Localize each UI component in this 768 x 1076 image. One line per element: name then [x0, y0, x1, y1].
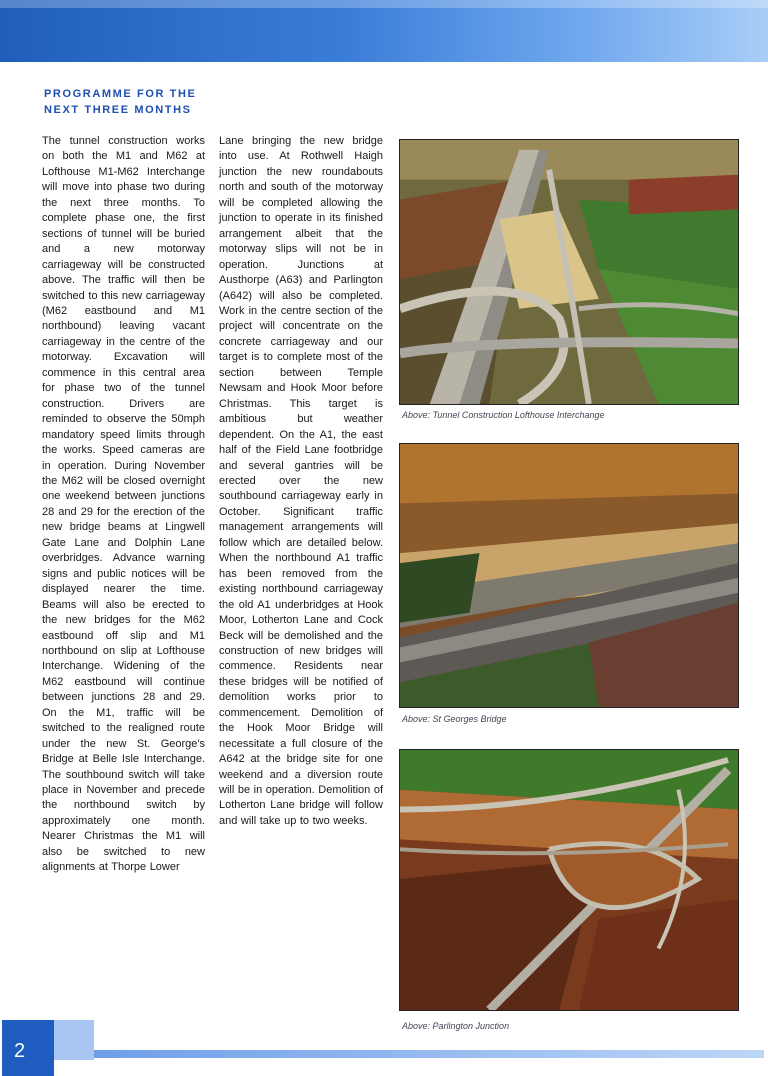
- heading-line-1: PROGRAMME FOR THE: [44, 88, 197, 100]
- photo-lofthouse-interchange: [399, 139, 739, 405]
- text-column-1: [42, 134, 205, 876]
- section-heading: [44, 86, 244, 118]
- caption-photo-3: Above: Parlington Junction: [402, 1021, 510, 1031]
- caption-photo-1: Above: Tunnel Construction Lofthouse Interchange: [402, 410, 605, 420]
- aerial-image-2: [400, 444, 738, 707]
- text-column-2: [219, 134, 383, 829]
- column-2-text: Lane bringing the new bridge into use. At Rothwell Haigh junction the new roundabouts north and south of the motorway will be completed allowing the junction to operate in its finished arrangement albeit that the motorway slips will not be in operation. Junctions at Austhorpe (A63) and Parlington (A642) will also be completed. Work in the centre section of the project will concentrate on the concrete carriageway and our target is to complete most of the section between Temple Newsam and Hook Moor before Christmas. This target is ambitious but weather dependent. On the A1, the east half of the Field Lane footbridge and several gantries will be erected over the new southbound carriageway early in October. Significant traffic management arrangements will follow which are detailed below. When the northbound A1 traffic has been removed from the existing northbound carriageway the old A1 underbridges at Hook Moor, Lotherton Lane and Cock Beck will be demolished and the construction of new bridges will commence. Residents near these bridges will be notified of demolition works prior to commencement. Demolition of the Hook Moor Bridge will necessitate a full closure of the A642 at the bridge site for one weekend and a diversion route will be in operation. Demolition of Lotherton Lane bridge will follow and will take up to two weeks.: [219, 135, 383, 827]
- caption-photo-2: Above: St Georges Bridge: [402, 714, 507, 724]
- page-tab-accent: [54, 1020, 94, 1060]
- column-1-text: The tunnel construction works on both the M1 and M62 at Lofthouse M1-M62 Interchange will move into phase two during the next three months. To complete phase one, the first sections of tunnel will be buried and a new motorway carriageway will be constructed above. The traffic will then be switched to this new carriageway (M62 eastbound and M1 northbound) leaving vacant carriageway in the centre of the motorway. Excavation will commence in this central area for phase two of the tunnel construction. Drivers are reminded to observe the 50mph mandatory speed limits through the works. Speed cameras are in operation. During November the M62 will be closed overnight one weekend between junctions 28 and 29 for the erection of the new bridge beams at Lingwell Gate Lane and Dolphin Lane overbridges. Advance warning signs and public notices will be displayed nearer the time. Beams will also be erected to the new bridges for the M62 eastbound off slip and M1 northbound on slip at Lofthouse Interchange. Widening of the M62 eastbound will continue between junctions 28 and 29. On the M1, traffic will be switched to the realigned route under the new St. George's Bridge at Belle Isle Interchange. The southbound switch will take place in November and precede the northbound switch by approximately one month. Nearer Christmas the M1 will also be switched to new alignments at Thorpe Lower: [42, 135, 205, 874]
- header-band: [0, 0, 768, 62]
- page-number-tab: [2, 1020, 54, 1076]
- aerial-image-3: [400, 750, 738, 1010]
- footer-rule: [94, 1050, 764, 1058]
- photo-st-georges-bridge: [399, 443, 739, 708]
- photo-parlington-junction: [399, 749, 739, 1011]
- page-number: 2: [14, 1040, 26, 1062]
- heading-line-2: NEXT THREE MONTHS: [44, 104, 192, 116]
- aerial-image-1: [400, 140, 738, 404]
